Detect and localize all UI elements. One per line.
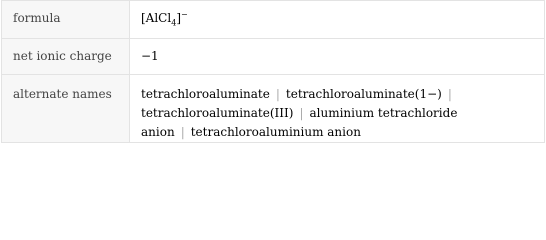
table-row bbox=[2, 1, 545, 39]
formula-charge-superscript: − bbox=[181, 10, 188, 19]
separator: | bbox=[180, 125, 185, 139]
formula-text: [AlCl bbox=[141, 11, 172, 25]
formula-subscript: 4 bbox=[171, 18, 177, 28]
alternate-name: tetrachloroaluminate(III) bbox=[141, 106, 294, 120]
separator: | bbox=[299, 106, 304, 120]
row-value-cell bbox=[130, 1, 545, 39]
formula-label: formula bbox=[13, 11, 61, 25]
alternate-names-label: alternate names bbox=[13, 87, 112, 101]
charge-value: −1 bbox=[141, 49, 159, 63]
row-label-cell bbox=[2, 39, 130, 75]
row-value-cell bbox=[130, 75, 545, 143]
properties-table bbox=[1, 0, 545, 143]
row-label-cell bbox=[2, 75, 130, 143]
alternate-name: tetrachloroaluminium anion bbox=[190, 125, 361, 139]
separator: | bbox=[275, 87, 280, 101]
formula-value bbox=[130, 1, 544, 28]
table-row bbox=[2, 75, 545, 143]
row-label-cell bbox=[2, 1, 130, 39]
alternate-name: tetrachloroaluminate(1−) bbox=[285, 87, 442, 101]
table-row bbox=[2, 39, 545, 75]
alternate-names-list bbox=[130, 75, 544, 142]
row-value-cell bbox=[130, 39, 545, 75]
alternate-name: aluminium tetrachloride anion bbox=[141, 106, 458, 139]
alternate-name: tetrachloroaluminate bbox=[141, 87, 270, 101]
charge-label: net ionic charge bbox=[13, 49, 112, 63]
formula-bracket: ] bbox=[176, 11, 181, 25]
separator: | bbox=[447, 87, 452, 101]
